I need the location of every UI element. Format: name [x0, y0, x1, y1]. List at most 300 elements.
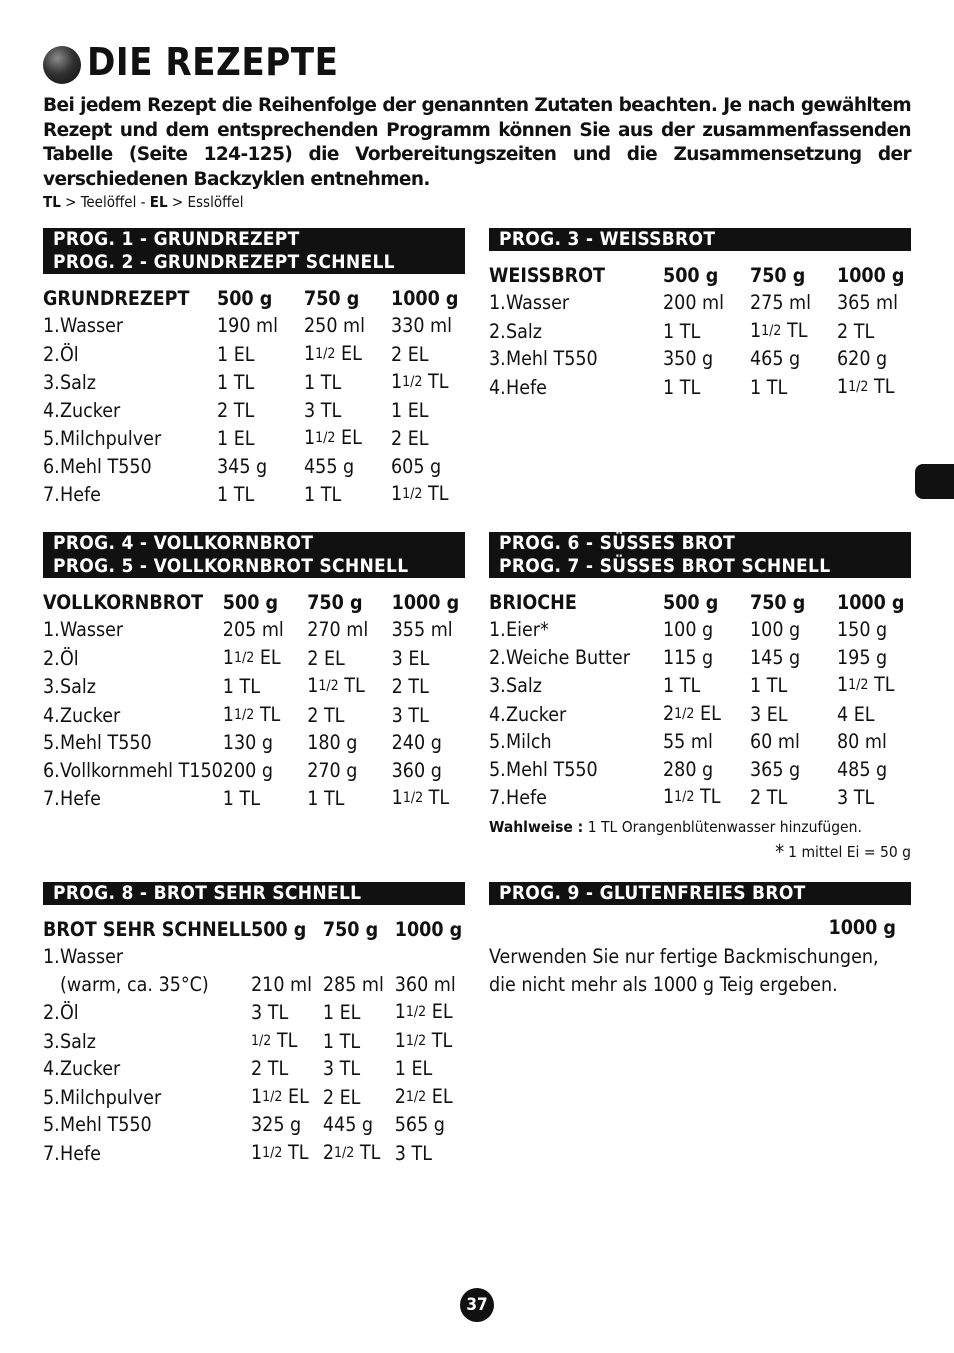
ingredient-cell	[489, 373, 663, 402]
quantity-cell: 11/2 TL	[394, 1028, 453, 1052]
step-number: 4.	[43, 1057, 60, 1080]
ingredient-cell	[489, 783, 663, 812]
ingredient-name: Milch	[506, 730, 552, 753]
section-vollkornbrot	[43, 532, 465, 813]
column-header-size: 500 g	[217, 286, 273, 310]
header-line: PROG. 9 - GLUTENFREIES BROT	[499, 882, 806, 904]
quantity-cell: 3 EL	[750, 702, 788, 726]
step-number: 4.	[489, 375, 506, 399]
table-row	[43, 757, 465, 785]
table-row	[489, 644, 911, 672]
quantity-cell: 100 g	[750, 618, 801, 641]
step-number: 7.	[43, 1141, 60, 1165]
step-number: 2.	[43, 342, 60, 366]
table-row	[43, 1111, 465, 1139]
ingredient-cell	[43, 943, 251, 971]
step-number: 4.	[489, 702, 506, 726]
step-number: 5.	[43, 427, 60, 450]
quantity-cell: 115 g	[663, 645, 714, 669]
quantity-cell: 180 g	[307, 731, 358, 754]
quantity-cell: 3 TL	[391, 703, 429, 727]
quantity-cell: 2 TL	[251, 1057, 289, 1080]
quantity-cell: 195 g	[837, 645, 888, 669]
section-header	[43, 882, 465, 905]
quantity-cell: 60 ml	[750, 730, 800, 753]
quantity-cell: 360 g	[391, 758, 442, 782]
step-number: 7.	[489, 786, 506, 809]
quantity-cell: 21/2 EL	[663, 701, 721, 725]
ingredient-name: Hefe	[60, 1141, 101, 1165]
ingredient-cell	[43, 784, 223, 813]
ingredient-cell	[43, 480, 217, 509]
step-number: 5.	[489, 757, 506, 781]
step-number: 2.	[489, 645, 506, 669]
table-row	[43, 701, 465, 730]
quantity-cell: 485 g	[837, 757, 888, 781]
ingredient-name: Zucker	[60, 1057, 121, 1080]
ingredient-cell	[43, 998, 251, 1027]
quantity-cell: 325 g	[251, 1113, 302, 1136]
intro-text: Bei jedem Rezept die Reihenfolge der genannten Zutaten beachten. Je nach gewähltem Rezept und dem entsprechenden Programm können Sie aus der zusammenfassenden Tabelle (Seite 124-125) die Vorbereitungszeiten und die Zusammensetzung der verschiedenen Backzyklen entnehmen.	[43, 95, 911, 190]
quantity-cell: 80 ml	[837, 730, 887, 753]
quantity-cell: 11/2 EL	[304, 341, 362, 365]
quantity-cell: 11/2 EL	[251, 1084, 309, 1108]
ingredient-cell	[43, 312, 217, 340]
step-number: 4.	[43, 703, 60, 727]
step-number: 5.	[43, 1113, 60, 1136]
quantity-cell: 1 EL	[217, 427, 255, 450]
footnote-star: *	[775, 839, 785, 864]
ingredient-name: Salz	[60, 371, 96, 394]
ingredient-cell	[43, 1111, 251, 1139]
quantity-cell: 2 TL	[837, 319, 875, 343]
ingredient-name: Wasser	[506, 291, 570, 314]
recipe-table	[43, 282, 465, 509]
step-number: 5.	[43, 731, 60, 754]
ingredient-name: Vollkornmehl T150	[60, 758, 223, 782]
header-line: PROG. 3 - WEISSBROT	[499, 228, 716, 250]
note-text: 1 TL Orangenblütenwasser hinzufügen.	[583, 817, 862, 836]
quantity-cell: 345 g	[217, 454, 268, 478]
gluten-free-instructions	[489, 943, 911, 999]
quantity-cell: 150 g	[837, 618, 888, 641]
table-row	[489, 616, 911, 644]
column-header-size: 1000 g	[391, 286, 459, 310]
header-line: PROG. 4 - VOLLKORNBROT	[53, 532, 314, 554]
egg-footnote	[489, 840, 911, 864]
column-header-size: 1000 g	[837, 263, 905, 287]
ingredient-cell	[43, 729, 223, 757]
table-row	[489, 700, 911, 729]
bullet-icon	[43, 46, 81, 84]
quantity-cell: 2 TL	[750, 786, 788, 809]
quantity-cell: 355 ml	[391, 618, 453, 641]
table-row	[43, 1139, 465, 1168]
column-header-size: 750 g	[304, 286, 360, 310]
quantity-cell: 11/2 TL	[837, 374, 895, 398]
ingredient-name: Salz	[506, 319, 542, 343]
quantity-cell: 2 TL	[217, 398, 255, 422]
quantity-cell	[251, 943, 323, 971]
step-number: 3.	[489, 347, 506, 370]
ingredient-name: Mehl T550	[60, 454, 152, 478]
ingredient-cell	[489, 644, 663, 672]
step-number: 2.	[43, 1001, 60, 1024]
section-header	[489, 882, 911, 905]
quantity-cell: 1 TL	[663, 674, 701, 697]
table-row	[43, 729, 465, 757]
step-number: 1.	[43, 314, 60, 337]
step-number: 6.	[43, 758, 60, 782]
header-line: PROG. 2 - GRUNDREZEPT SCHNELL	[53, 251, 395, 273]
quantity-cell: 1 TL	[750, 375, 788, 399]
header-line: PROG. 6 - SÜSSES BROT	[499, 532, 736, 554]
column-header-size: 500 g	[222, 590, 279, 614]
page-number: 37	[460, 1288, 494, 1322]
column-header-size: 1000 g	[394, 917, 463, 941]
quantity-cell: 2 TL	[307, 703, 345, 727]
quantity-cell: 3 TL	[394, 1141, 432, 1165]
column-header-recipe: BROT SEHR SCHNELL	[43, 917, 251, 941]
quantity-cell: 11/2 EL	[222, 645, 281, 669]
quantity-cell: 200 ml	[663, 291, 725, 314]
ingredient-name: Wasser	[60, 945, 124, 968]
quantity-cell: 200 g	[222, 758, 273, 782]
quantity-cell: 250 ml	[304, 314, 366, 337]
ingredient-name: Eier*	[506, 618, 549, 641]
quantity-cell: 100 g	[663, 618, 714, 641]
quantity-cell: 1 TL	[307, 787, 345, 810]
quantity-cell: 21/2 TL	[322, 1140, 381, 1164]
ingredient-cell	[489, 317, 663, 346]
ingredient-cell	[43, 701, 223, 730]
section-glutenfreies-brot	[489, 882, 911, 999]
table-row	[489, 289, 911, 317]
table-row	[43, 397, 465, 425]
table-row	[43, 368, 465, 397]
quantity-cell: 365 ml	[837, 291, 899, 314]
table-row	[43, 971, 465, 999]
ingredient-name: Hefe	[506, 786, 547, 809]
quantity-cell: 275 ml	[750, 291, 812, 314]
ingredient-name: Mehl T550	[60, 731, 152, 754]
column-header-size: 500 g	[251, 917, 307, 941]
table-header-row	[43, 913, 465, 943]
quantity-cell: 205 ml	[222, 618, 284, 641]
ingredient-name: Wasser	[60, 314, 124, 337]
quantity-cell: 11/2 EL	[304, 426, 362, 449]
quantity-cell: 2 EL	[322, 1085, 361, 1109]
ingredient-cell	[489, 289, 663, 317]
step-number: 3.	[43, 371, 60, 394]
quantity-cell: 4 EL	[837, 702, 875, 726]
quantity-cell: 11/2 TL	[391, 370, 449, 393]
quantity-cell: 3 TL	[837, 786, 875, 809]
optional-note	[489, 818, 911, 836]
table-row	[489, 671, 911, 700]
step-number: 2.	[43, 646, 60, 670]
recipe-table	[43, 913, 465, 1167]
quantity-cell: 445 g	[322, 1113, 374, 1136]
ingredient-cell	[43, 340, 217, 369]
ingredient-name: (warm, ca. 35°C)	[60, 972, 209, 996]
ingredient-name: Öl	[60, 342, 79, 366]
quantity-cell: 1 TL	[217, 371, 255, 394]
quantity-cell: 1 EL	[394, 1057, 433, 1080]
quantity-cell: 11/2 TL	[307, 674, 365, 697]
table-row	[489, 728, 911, 756]
abbrev-el-text: > Esslöffel	[167, 193, 244, 211]
table-row	[43, 998, 465, 1027]
quantity-cell: 2 EL	[391, 427, 429, 450]
quantity-cell: 1 EL	[217, 342, 255, 366]
quantity-cell	[323, 943, 395, 971]
quantity-cell: 565 g	[394, 1113, 445, 1136]
ingredient-cell	[43, 971, 251, 999]
ingredient-cell	[43, 616, 223, 644]
section-header	[489, 532, 911, 578]
quantity-cell: 270 g	[307, 758, 358, 782]
quantity-cell: 3 EL	[391, 646, 430, 670]
table-row	[43, 616, 465, 644]
ingredient-name: Hefe	[60, 483, 101, 506]
quantity-cell: 11/2 TL	[750, 318, 808, 342]
quantity-cell: 55 ml	[663, 730, 713, 753]
table-row	[43, 1083, 465, 1112]
quantity-cell: 455 g	[304, 454, 355, 478]
quantity-cell: 3 TL	[251, 1001, 289, 1024]
quantity-cell: 3 TL	[304, 398, 342, 422]
quantity-cell: 2 EL	[307, 646, 345, 670]
section-brot-sehr-schnell	[43, 882, 465, 1167]
note-label: Wahlweise :	[489, 817, 584, 836]
table-row	[489, 783, 911, 812]
instruction-line: die nicht mehr als 1000 g Teig ergeben.	[489, 973, 838, 996]
column-header-size: 750 g	[322, 917, 379, 941]
ingredient-name: Öl	[60, 646, 79, 670]
column-header-recipe: BRIOCHE	[489, 590, 577, 614]
ingredient-name: Hefe	[506, 375, 547, 399]
table-row	[489, 317, 911, 346]
ingredient-cell	[43, 453, 217, 481]
ingredient-name: Milchpulver	[60, 427, 162, 450]
abbrev-tl-text: > Teelöffel -	[60, 193, 150, 211]
ingredient-cell	[489, 616, 663, 644]
column-header-size: 1000 g	[391, 590, 460, 614]
step-number: 6.	[43, 454, 60, 478]
quantity-cell: 285 ml	[322, 972, 384, 996]
chapter-tab	[915, 464, 954, 499]
table-row	[489, 756, 911, 784]
step-number: 3.	[43, 1029, 60, 1053]
quantity-cell: 1 TL	[217, 483, 255, 506]
quantity-cell: 130 g	[222, 731, 273, 754]
ingredient-name: Mehl T550	[506, 347, 598, 370]
quantity-cell: 1/2 TL	[251, 1028, 298, 1052]
table-row	[43, 1027, 465, 1056]
step-number: 7.	[43, 483, 60, 506]
recipe-table	[489, 586, 911, 812]
ingredient-cell	[489, 756, 663, 784]
table-row	[489, 345, 911, 373]
recipe-table	[43, 586, 465, 813]
quantity-cell: 1 EL	[322, 1001, 361, 1024]
step-number: 3.	[43, 675, 60, 698]
ingredient-cell	[43, 1139, 251, 1168]
ingredient-name: Milchpulver	[60, 1085, 162, 1109]
section-weissbrot	[489, 228, 911, 401]
step-number: 4.	[43, 398, 60, 422]
ingredient-name: Öl	[60, 1001, 79, 1024]
table-header-row	[43, 586, 465, 616]
page-title: DIE REZEPTE	[87, 40, 339, 84]
quantity-cell: 11/2 TL	[251, 1140, 309, 1164]
header-line: PROG. 7 - SÜSSES BROT SCHNELL	[499, 555, 831, 577]
column-header-size: 500 g	[663, 263, 719, 287]
quantity-cell: 1 TL	[304, 483, 342, 506]
quantity-cell: 1 TL	[663, 319, 701, 343]
quantity-cell: 620 g	[837, 347, 888, 370]
ingredient-cell	[43, 1027, 251, 1056]
table-row	[43, 312, 465, 340]
column-header-size: 750 g	[750, 263, 806, 287]
table-row	[43, 453, 465, 481]
ingredient-cell	[489, 700, 663, 729]
step-number: 2.	[489, 319, 506, 343]
abbrev-el: EL	[149, 193, 168, 211]
ingredient-name: Salz	[506, 674, 542, 697]
table-header-row	[489, 259, 911, 289]
quantity-cell: 240 g	[391, 731, 442, 754]
ingredient-cell	[43, 1055, 251, 1083]
header-line: PROG. 8 - BROT SEHR SCHNELL	[53, 882, 362, 904]
ingredient-cell	[43, 672, 223, 701]
header-line: PROG. 1 - GRUNDREZEPT	[53, 228, 300, 250]
step-number: 1.	[43, 618, 60, 641]
quantity-cell: 21/2 EL	[394, 1084, 453, 1108]
quantity-cell: 350 g	[663, 347, 714, 370]
column-header-size: 750 g	[307, 590, 363, 614]
ingredient-cell	[489, 728, 663, 756]
ingredient-cell	[489, 671, 663, 700]
table-row	[43, 672, 465, 701]
ingredient-name: Hefe	[60, 787, 101, 810]
section-grundrezept	[43, 228, 465, 509]
quantity-cell: 1 TL	[750, 674, 788, 697]
quantity-cell	[395, 943, 465, 971]
ingredient-name: Mehl T550	[60, 1113, 152, 1136]
column-header-size: 750 g	[750, 590, 806, 614]
table-row	[43, 943, 465, 971]
instruction-line: Verwenden Sie nur fertige Backmischungen,	[489, 945, 879, 968]
quantity-cell: 210 ml	[251, 972, 313, 996]
ingredient-cell	[43, 644, 223, 673]
step-number: 1.	[43, 945, 60, 968]
quantity-cell: 465 g	[750, 347, 801, 370]
ingredient-cell	[43, 424, 217, 453]
footnote-text: 1 mittel Ei = 50 g	[788, 842, 911, 861]
ingredient-name: Salz	[60, 675, 96, 698]
header-line: PROG. 5 - VOLLKORNBROT SCHNELL	[53, 555, 409, 577]
ingredient-name: Mehl T550	[506, 757, 598, 781]
quantity-cell: 11/2 TL	[391, 482, 449, 505]
quantity-cell: 330 ml	[391, 314, 453, 337]
step-number: 7.	[43, 787, 60, 810]
quantity-cell: 11/2 TL	[663, 785, 721, 808]
ingredient-name: Zucker	[60, 703, 121, 727]
recipe-table	[489, 259, 911, 401]
column-header-recipe: WEISSBROT	[489, 263, 606, 287]
step-number: 5.	[489, 730, 506, 753]
section-header	[43, 228, 465, 274]
column-header-size: 1000 g	[837, 590, 905, 614]
ingredient-name: Wasser	[60, 618, 124, 641]
ingredient-cell	[489, 345, 663, 373]
quantity-cell: 145 g	[750, 645, 801, 669]
table-header-row	[489, 586, 911, 616]
ingredient-cell	[43, 757, 223, 785]
table-row	[489, 373, 911, 402]
quantity-cell: 11/2 TL	[391, 786, 450, 809]
step-number: 1.	[489, 618, 506, 641]
quantity-cell: 2 TL	[391, 675, 429, 698]
ingredient-cell	[43, 397, 217, 425]
step-number: 5.	[43, 1085, 60, 1109]
quantity-cell: 365 g	[750, 757, 801, 781]
ingredient-name: Zucker	[60, 398, 121, 422]
quantity-cell: 2 EL	[391, 342, 429, 366]
quantity-cell: 11/2 TL	[837, 673, 895, 696]
table-row	[43, 480, 465, 509]
section-suesses-brot	[489, 532, 911, 864]
column-header-size: 500 g	[663, 590, 719, 614]
quantity-cell: 1 TL	[222, 787, 261, 810]
quantity-cell: 1 TL	[663, 375, 701, 399]
abbreviation-legend	[43, 193, 243, 211]
quantity-cell: 280 g	[663, 757, 714, 781]
table-row	[43, 644, 465, 673]
table-row	[43, 784, 465, 813]
table-row	[43, 424, 465, 453]
step-number: 3.	[489, 674, 506, 697]
quantity-cell: 11/2 TL	[222, 702, 281, 726]
ingredient-name: Weiche Butter	[506, 645, 630, 669]
table-row	[43, 1055, 465, 1083]
quantity-cell: 1 EL	[391, 398, 429, 422]
quantity-cell: 190 ml	[217, 314, 279, 337]
quantity-cell: 270 ml	[307, 618, 369, 641]
quantity-cell: 1 TL	[222, 675, 261, 698]
quantity-cell: 3 TL	[322, 1057, 361, 1080]
quantity-cell: 360 ml	[394, 972, 456, 996]
ingredient-name: Salz	[60, 1029, 96, 1053]
ingredient-cell	[43, 368, 217, 397]
ingredient-name: Zucker	[506, 702, 567, 726]
table-header-row	[43, 282, 465, 312]
section-header	[43, 532, 465, 578]
section-header	[489, 228, 911, 251]
quantity-cell: 11/2 EL	[394, 1000, 453, 1023]
column-header-recipe: GRUNDREZEPT	[43, 286, 190, 310]
ingredient-cell	[43, 1083, 251, 1112]
step-number: 1.	[489, 291, 506, 314]
quantity-cell: 1 TL	[304, 371, 342, 394]
size-label: 1000 g	[828, 916, 896, 939]
title-row	[43, 40, 338, 84]
table-row	[43, 340, 465, 369]
quantity-cell: 605 g	[391, 454, 442, 478]
abbrev-tl: TL	[43, 193, 61, 211]
